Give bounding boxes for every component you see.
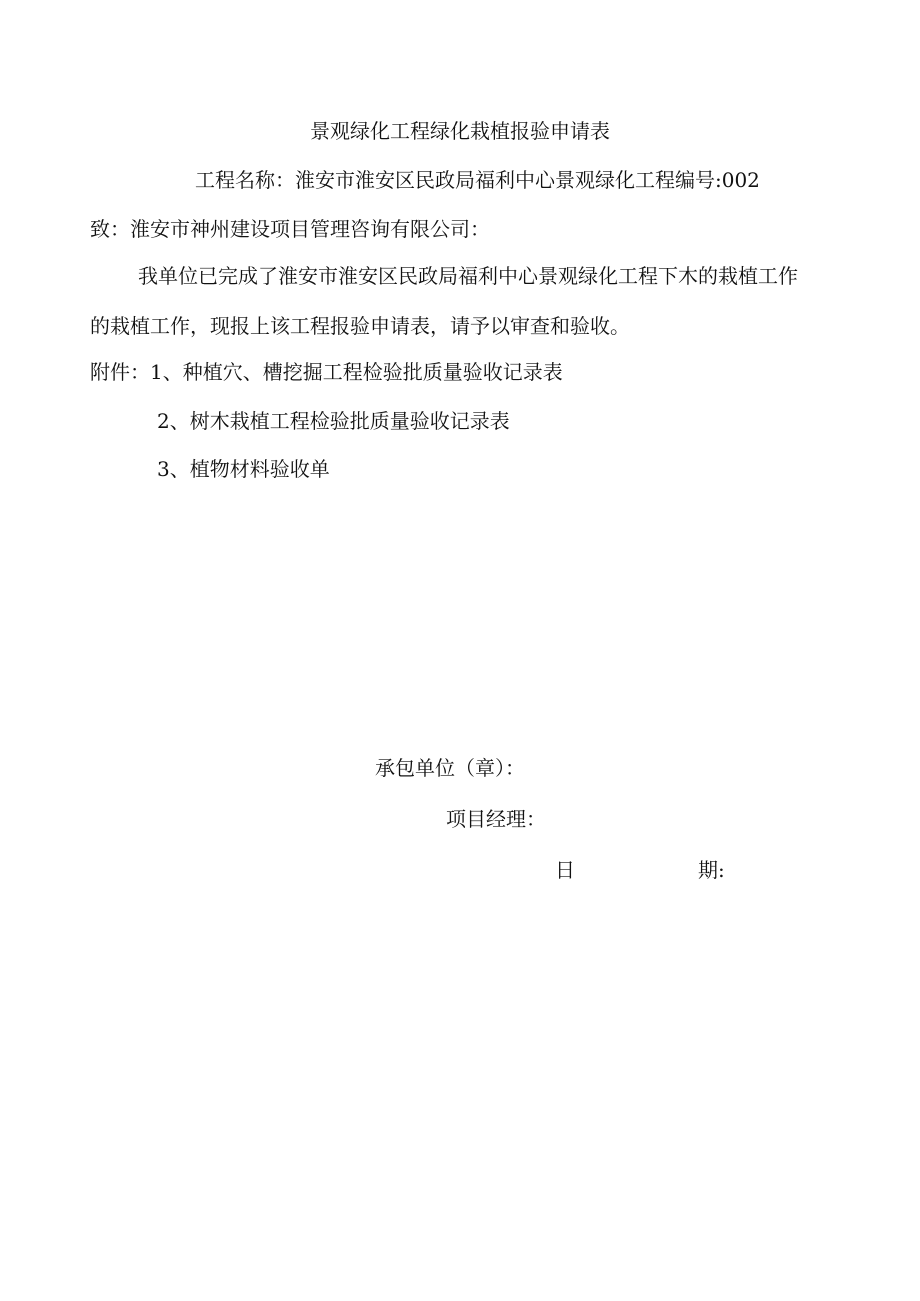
contractor-seal-label: 承包单位（章）：	[375, 756, 525, 780]
date-label-period: 期:	[698, 858, 725, 882]
date-label-day: 日	[555, 858, 575, 882]
attachment-item-2: 2、树木栽植工程检验批质量验收记录表	[157, 409, 510, 433]
project-name-line: 工程名称：淮安市淮安区民政局福利中心景观绿化工程编号:002	[195, 168, 760, 192]
body-paragraph-line-1: 我单位已完成了淮安市淮安区民政局福利中心景观绿化工程下木的栽植工作	[138, 264, 798, 288]
document-title: 景观绿化工程绿化栽植报验申请表	[310, 119, 610, 143]
addressee-line: 致：淮安市神州建设项目管理咨询有限公司：	[90, 217, 490, 241]
body-paragraph-line-2: 的栽植工作，现报上该工程报验申请表，请予以审查和验收。	[90, 314, 630, 338]
attachment-item-1: 附件：1、种植穴、槽挖掘工程检验批质量验收记录表	[90, 360, 563, 384]
project-manager-label: 项目经理：	[446, 807, 546, 831]
attachment-item-3: 3、植物材料验收单	[157, 457, 330, 481]
